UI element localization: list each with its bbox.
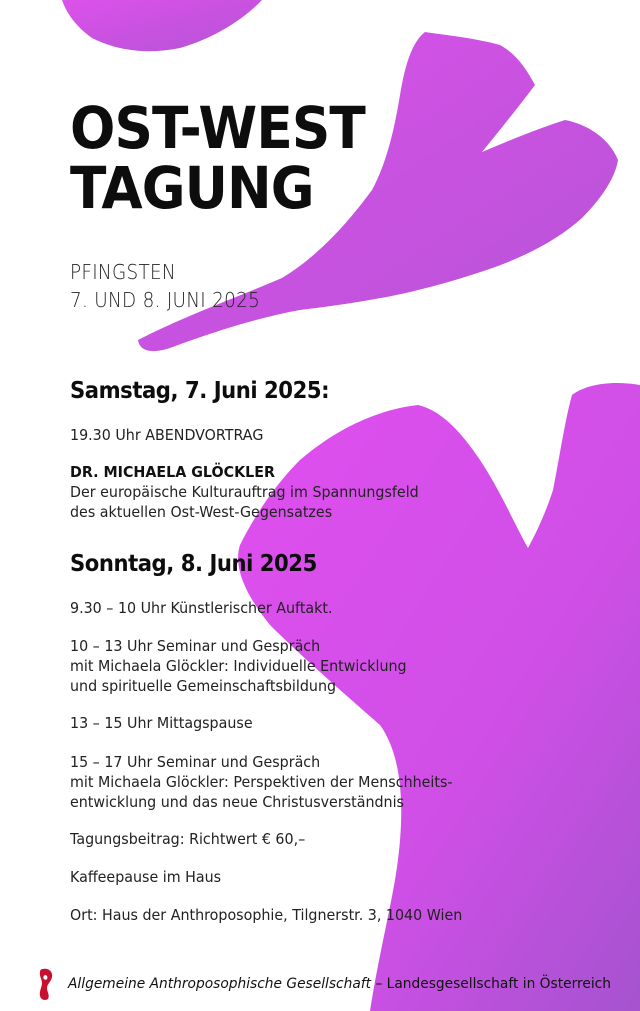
ginkgo-leaf-icon: [62, 0, 262, 51]
title-line-2: TAGUNG: [70, 154, 314, 222]
organization-suffix: – Landesgesellschaft in Österreich: [371, 976, 611, 992]
saturday-heading: Samstag, 7. Juni 2025:: [70, 378, 330, 404]
program-line: 15 – 17 Uhr Seminar und Gespräch: [70, 753, 321, 771]
sunday-heading: Sonntag, 8. Juni 2025: [70, 551, 317, 577]
sunday-item-1: [70, 598, 333, 618]
program-line: entwicklung und das neue Christusverständnis: [70, 793, 404, 811]
program-line: 13 – 15 Uhr Mittagspause: [70, 714, 253, 732]
saturday-time: 19.30 Uhr ABENDVORTRAG: [70, 426, 264, 444]
lecture-topic-line-1: Der europäische Kulturauftrag im Spannungsfeld: [70, 483, 419, 501]
speaker-name: DR. MICHAELA GLÖCKLER: [70, 463, 275, 481]
sunday-item-3: [70, 713, 253, 733]
subtitle-line-1: PFINGSTEN: [70, 260, 176, 284]
program-line: 10 – 13 Uhr Seminar und Gespräch: [70, 637, 321, 655]
conference-fee: Tagungsbeitrag: Richtwert € 60,–: [70, 830, 306, 848]
venue-address: Ort: Haus der Anthroposophie, Tilgnerstr. 3, 1040 Wien: [70, 906, 463, 924]
saturday-lecture: [70, 462, 419, 522]
program-line: 9.30 – 10 Uhr Künstlerischer Auftakt.: [70, 599, 333, 617]
program-line: mit Michaela Glöckler: Perspektiven der Menschheits-: [70, 773, 453, 791]
title-line-1: OST-WEST: [70, 94, 365, 162]
footer-text: [68, 976, 611, 992]
coffee-break-note: Kaffeepause im Haus: [70, 868, 222, 886]
program-line: mit Michaela Glöckler: Individuelle Entwicklung: [70, 657, 407, 675]
sunday-item-4: [70, 752, 453, 812]
subtitle-line-2: 7. UND 8. JUNI 2025: [70, 288, 261, 312]
event-title: [70, 94, 365, 222]
event-subtitle: [70, 258, 260, 314]
society-logo-icon: [38, 967, 56, 1001]
footer: [38, 966, 640, 1002]
lecture-topic-line-2: des aktuellen Ost-West-Gegensatzes: [70, 503, 333, 521]
organization-name: Allgemeine Anthroposophische Gesellschaft: [68, 976, 372, 992]
sunday-item-2: [70, 636, 407, 696]
program-line: und spirituelle Gemeinschaftsbildung: [70, 677, 337, 695]
